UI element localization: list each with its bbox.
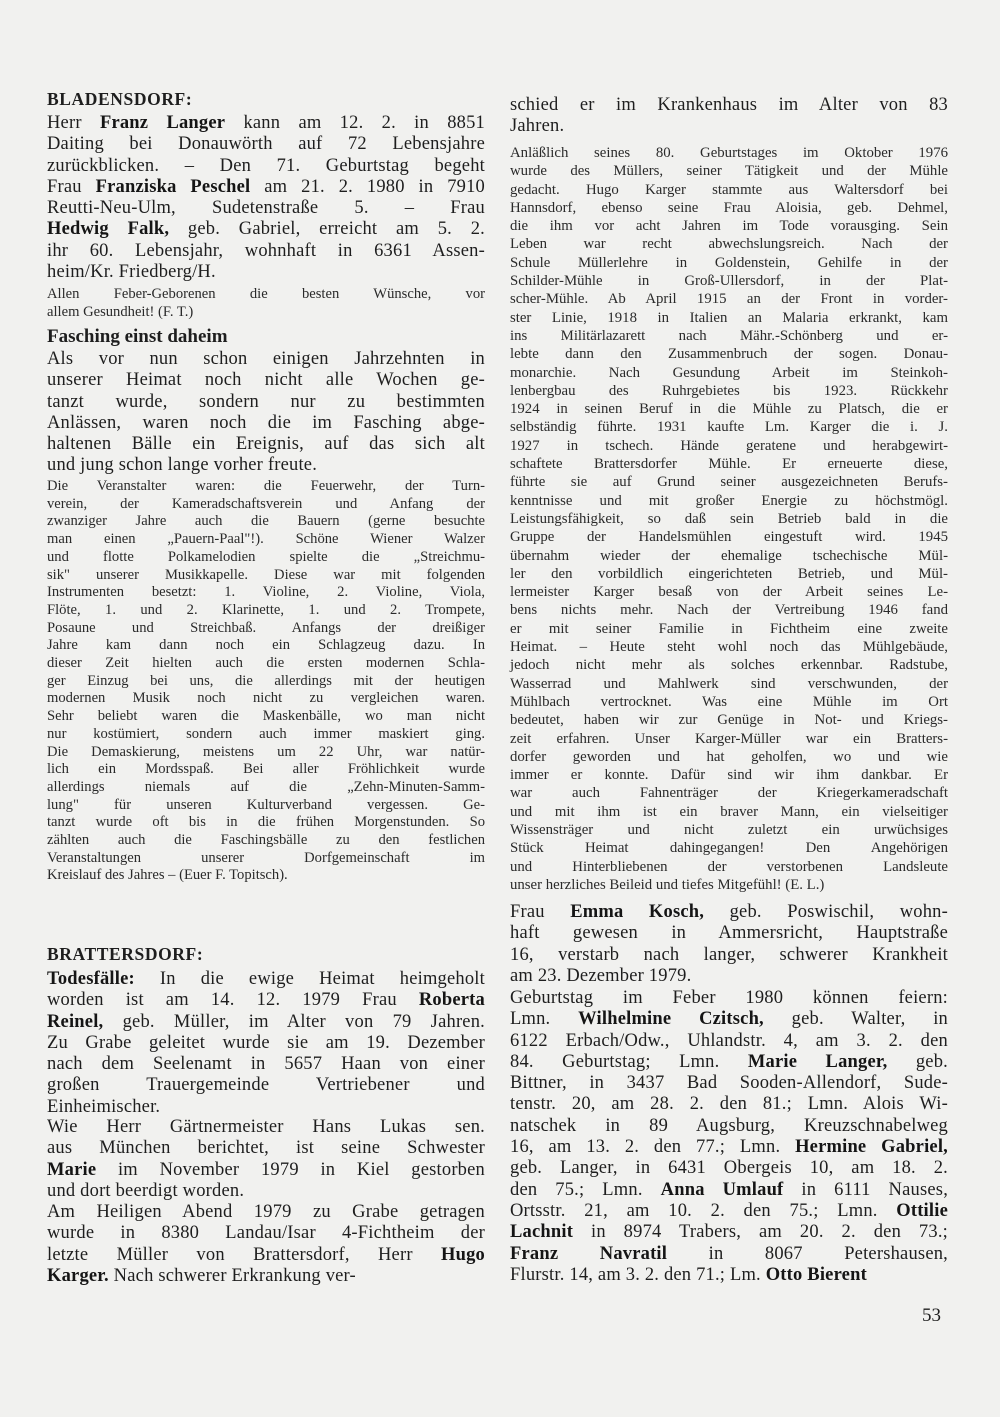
text-line: Anläßlich seines 80. Geburtstages im Oktober 1976 (510, 145, 948, 161)
text-line: ster Linie, 1918 in Italien an Malaria erkrankt, kam (510, 309, 948, 326)
text-line: heim/Kr. Friedberg/H. (47, 262, 216, 283)
text-line: und jung schon lange vorher freute. (47, 455, 318, 476)
text-line: Hannsdorf, ebenso seine Frau Aloisia, geb. Dehmel, (510, 199, 948, 216)
text-line: Ortsstr. 21, am 10. 2. den 75.; Lmn. Ottilie (510, 1200, 948, 1221)
text-line: unser herzliches Beileid und tiefes Mitgefühl! (E. L.) (510, 876, 825, 893)
text-line: Lmn. Wilhelmine Czitsch, geb. Walter, in (510, 1009, 948, 1030)
text-line: ins Militärlazarett nach Mähr.-Schönberg und er- (510, 327, 948, 344)
text-line: schied er im Krankenhaus im Alter von 83 (510, 95, 948, 115)
paragraph-hugo-karger (47, 1202, 485, 1287)
text-line: ihr 60. Lebensjahr, wohnhaft in 6361 Assen- (47, 240, 485, 261)
text-line: tenstr. 20, am 28. 2. den 81.; Lmn. Alois Wi- (510, 1094, 948, 1115)
text-line: bens nichts mehr. Nach der Vertreibung 1946 fand (510, 602, 948, 619)
text-line: verein, der Kameradschaftsverein und Anfang der (47, 495, 485, 512)
text-line: Die Demaskierung, meistens um 22 Uhr, war natür- (47, 743, 485, 760)
paragraph-fasching-body (47, 478, 485, 885)
text-line: allerdings niemals auf die „Zehn-Minuten-Samm- (47, 778, 485, 795)
text-line: Frau Franziska Peschel am 21. 2. 1980 in 7910 (47, 176, 485, 197)
text-line: 1924 in seinen Beruf in die Mühle zu Platsch, die er (510, 401, 948, 418)
text-line: schaftete Brattersdorfer Mühle. Er erneuerte diese, (510, 456, 948, 473)
text-line: war auch Fahnenträger der Kriegerkameradschaft (510, 785, 948, 802)
bold-name: Roberta (418, 990, 485, 1011)
text-line: Reutti-Neu-Ulm, Sudetenstraße 5. – Frau (47, 198, 485, 219)
bold-name: Marie Langer, (747, 1051, 888, 1072)
paragraph-marie (47, 1117, 485, 1202)
paragraph-birthdays-bladensdorf (47, 113, 485, 283)
bold-name: Franz Langer (99, 113, 226, 133)
text-line: zwanziger Jahre auch die Bauern (gerne besuchte (47, 513, 485, 530)
text-line: Karger. Nach schwerer Erkrankung ver- (47, 1265, 356, 1286)
text-line: Herr Franz Langer kann am 12. 2. in 8851 (47, 113, 485, 133)
bold-name: Franziska Peschel (95, 176, 251, 197)
bold-name: Hugo (441, 1244, 485, 1265)
bold-name: Hermine Gabriel, (795, 1137, 948, 1158)
text-line: haft gewesen in Ammersricht, Hauptstraße (510, 923, 948, 944)
text-line: Frau Emma Kosch, geb. Poswischil, wohn- (510, 902, 948, 922)
text-line: wurde in 8380 Landau/Isar 4-Fichtheim der (47, 1223, 485, 1244)
paragraph-karger-biography (510, 144, 948, 894)
text-line: zählten auch die Faschingsbälle zu den festlichen (47, 832, 485, 849)
text-line: worden ist am 14. 12. 1979 Frau Roberta (47, 990, 485, 1011)
text-line: bedeutet, haben wir zur Genüge in Not- und Kriegs- (510, 712, 948, 729)
text-line: lermeister Karger besaß von der Arbeit seines Le- (510, 584, 948, 601)
text-line: tanzt wurde oft bis in die frühen Morgenstunden. So (47, 814, 485, 831)
text-line: und mit ihm ist ein braver Mann, ein vielseitiger (510, 803, 948, 820)
text-line: tanzt wurde, sondern nur zu bestimmten (47, 391, 485, 412)
text-line: Die Veranstalter waren: die Feuerwehr, der Turn- (47, 478, 485, 494)
text-line: er mit seiner Familie in Fichtheim eine zweite (510, 620, 948, 637)
text-line: nur kostümiert, sondern auch immer maskiert ging. (47, 725, 485, 742)
text-line: Leistungsfähigkeit, so daß sein Betrieb bald in die (510, 510, 948, 527)
text-line: Einheimischer. (47, 1096, 161, 1117)
text-line: Reinel, geb. Müller, im Alter von 79 Jahren. (47, 1011, 485, 1032)
text-line: gedacht. Hugo Karger stammte aus Waltersdorf bei (510, 181, 948, 198)
text-line: Posaune und Streichbaß. Anfangs der dreißiger (47, 619, 485, 636)
text-line: Schilder-Mühle in Groß-Ullersdorf, in der Plat- (510, 273, 948, 290)
paragraph-birthdays-brattersdorf (510, 988, 948, 1286)
text-line: modernen Musik noch nicht zu vergleichen waren. (47, 690, 485, 707)
text-line: zurückblicken. – Den 71. Geburtstag begeht (47, 155, 485, 176)
text-line: Geburtstag im Feber 1980 können feiern: (510, 988, 948, 1008)
text-line: und dort beerdigt worden. (47, 1180, 245, 1201)
bold-name: Wilhelmine Czitsch, (578, 1009, 764, 1030)
text-line: Kreislauf des Jahres – (Euer F. Topitsch). (47, 867, 288, 884)
bold-name: Franz Navratil (510, 1243, 668, 1264)
section-heading-brattersdorf: BRATTERSDORF: (47, 944, 204, 964)
text-line: sik" unserer Musikkapelle. Diese war mit folgenden (47, 566, 485, 583)
text-line: Zu Grabe geleitet wurde sie am 19. Dezember (47, 1032, 485, 1053)
text-line: Schule Müllerlehre in Goldenstein, Gehilfe in der (510, 254, 948, 271)
text-line: Leben war recht abwechslungsreich. Nach der (510, 236, 948, 253)
text-line: Veranstaltungen unserer Dorfgemeinschaft im (47, 849, 485, 866)
text-line: Jahren. (510, 116, 565, 137)
text-line: Instrumenten besetzt: 1. Violine, 2. Violine, Viola, (47, 584, 485, 601)
text-line: 6122 Erbach/Odw., Uhlandstr. 4, am 3. 2. den (510, 1030, 948, 1051)
text-line: zeit erfahren. Unser Karger-Müller war ein Bratters- (510, 730, 948, 747)
text-line: 1927 in tschech. Hände geratene und herabgewirt- (510, 437, 948, 454)
bold-name: Hedwig Falk, (47, 219, 170, 240)
text-line: lenbergbau des Ruhrgebietes bis 1923. Rückkehr (510, 382, 948, 399)
text-line: Stück Heimat dahingegangen! Den Angehörigen (510, 840, 948, 857)
text-line: dorfer geworden und hat geholfen, wo und wie (510, 748, 948, 765)
text-line: scher-Mühle. Ab April 1915 an der Front in vorder- (510, 291, 948, 308)
text-line: Wasserrad und Mahlwerk sind verschwunden, der (510, 675, 948, 692)
text-line: ger Einzug bei uns, die allerdings mit der heutigen (47, 672, 485, 689)
section-heading-bladensdorf: BLADENSDORF: (47, 89, 193, 109)
bold-name: Emma Kosch, (570, 902, 705, 922)
text-line: großen Trauergemeinde Vertriebener und (47, 1075, 485, 1096)
text-line: Sehr beliebt waren die Maskenbälle, wo man nicht (47, 708, 485, 725)
text-line: Wissensträger und nicht zuletzt ein urwüchsiges (510, 821, 948, 838)
text-line: Daiting bei Donauwörth auf 72 Lebensjahre (47, 134, 485, 155)
bold-name: Ottilie (896, 1200, 948, 1221)
text-line: jedoch nicht mehr als solches erkennbar. Radstube, (510, 657, 948, 674)
text-line: 16, am 13. 2. den 77.; Lmn. Hermine Gabriel, (510, 1137, 948, 1158)
text-line: unserer Heimat noch nicht alle Wochen ge- (47, 370, 485, 391)
text-line: Franz Navratil in 8067 Petershausen, (510, 1243, 949, 1264)
text-line: nach dem Seelenamt in 5657 Haan von einer (47, 1054, 485, 1075)
text-line: selbständig führte. 1931 kaufte Lm. Karger die i. J. (510, 419, 948, 436)
text-line: Todesfälle: In die ewige Heimat heimgeholt (47, 969, 485, 989)
text-line: dieser Zeit hielten auch die ersten modernen Schla- (47, 655, 485, 672)
text-line: lebte dann den Zusammenbruch der sogen. Donau- (510, 346, 948, 363)
text-line: geb. Langer, in 6431 Obergeis 10, am 18. 2. (510, 1158, 948, 1179)
text-line: man einen „Pauern-Paal"!). Schöne Wiener Walzer (47, 531, 485, 548)
paragraph-wishes (47, 286, 485, 321)
text-line: Heimat. – Heute steht wohl noch das Mühlgebäude, (510, 639, 948, 656)
paragraph-todesfaelle (47, 969, 485, 1118)
text-line: 84. Geburtstag; Lmn. Marie Langer, geb. (510, 1051, 948, 1072)
text-line: die ihm vor acht Jahren im Tode vorausging. Sein (510, 218, 948, 235)
text-line: Als vor nun schon einigen Jahrzehnten in (47, 349, 485, 369)
text-line: und Hinterbliebenen der verstorbenen Landsleute (510, 858, 948, 875)
text-line: ler den vorbildlich eingerichteten Betrieb, und Mül- (510, 565, 948, 582)
paragraph-emma-kosch (510, 902, 948, 987)
text-line: am 23. Dezember 1979. (510, 965, 692, 986)
bold-name: Otto Bierent (765, 1264, 867, 1285)
article-title-fasching: Fasching einst daheim (47, 326, 228, 347)
bold-name: Anna Umlauf (660, 1179, 784, 1200)
page-number: 53 (922, 1305, 941, 1326)
text-line: und flotte Polkamelodien spielte die „Streichmu- (47, 548, 485, 565)
text-line: haltenen Bälle ein Ereignis, auf das sich alt (47, 434, 485, 455)
text-line: aus München berichtet, ist seine Schwester (47, 1138, 485, 1159)
text-line: allem Gesundheit! (F. T.) (47, 303, 194, 320)
bold-name: Marie (47, 1159, 97, 1180)
text-line: immer er konnte. Dafür sind wir ihm dankbar. Er (510, 767, 948, 784)
bold-name: Lachnit (510, 1222, 574, 1243)
text-line: Gruppe der Handelsmühlen eingestuft wird. 1945 (510, 529, 948, 546)
text-line: übernahm wieder der ehemalige tschechische Mül- (510, 547, 948, 564)
text-line: Marie im November 1979 in Kiel gestorben (47, 1159, 485, 1180)
text-line: kenntnisse und mit großer Energie zu höchstmögl. (510, 492, 948, 509)
bold-name: Karger. (47, 1265, 109, 1286)
text-line: Hedwig Falk, geb. Gabriel, erreicht am 5. 2. (47, 219, 485, 240)
text-line: Wie Herr Gärtnermeister Hans Lukas sen. (47, 1117, 485, 1137)
text-line: Lachnit in 8974 Trabers, am 20. 2. den 73.; (510, 1222, 948, 1243)
text-line: Flöte, 1. und 2. Klarinette, 1. und 2. Trompete, (47, 601, 485, 618)
bold-name: Reinel, (47, 1011, 104, 1032)
text-line: Anlässen, waren noch die im Fasching abge- (47, 412, 485, 433)
text-line: monarchie. Nach Gesundung Arbeit im Steinkoh- (510, 364, 948, 381)
text-line: wurde des Müllers, seiner Tätigkeit und der Mühle (510, 163, 948, 180)
paragraph-fasching-intro (47, 349, 485, 477)
text-line: 16, verstarb nach langer, schwerer Krankheit (510, 944, 948, 965)
text-line: Bittner, in 3437 Bad Sooden-Allendorf, Sude- (510, 1073, 948, 1094)
text-line: lich ein Mordsspaß. Bei aller Fröhlichkeit wurde (47, 761, 485, 778)
text-line: lung" für unseren Kulturverband vergessen. Ge- (47, 796, 485, 813)
text-line: Jahre kam dann noch ein Schlagzeug dazu. In (47, 637, 485, 654)
text-line: natschek in 89 Augsburg, Kreuzschnabelweg (510, 1115, 948, 1136)
text-line: führte sie auf Grund seiner ausgezeichneten Berufs- (510, 474, 948, 491)
text-line: letzte Müller von Brattersdorf, Herr Hugo (47, 1244, 485, 1265)
bold-name: Todesfälle: (47, 969, 135, 989)
paragraph-karger-continued (510, 95, 948, 138)
text-line: Flurstr. 14, am 3. 2. den 71.; Lm. Otto Bierent (510, 1264, 867, 1285)
text-line: den 75.; Lmn. Anna Umlauf in 6111 Nauses, (510, 1179, 949, 1200)
text-line: Allen Feber-Geborenen die besten Wünsche, vor (47, 286, 485, 302)
text-line: Am Heiligen Abend 1979 zu Grabe getragen (47, 1202, 485, 1222)
text-line: Mühlbach vertrocknet. Was eine Mühle im Ort (510, 693, 948, 710)
